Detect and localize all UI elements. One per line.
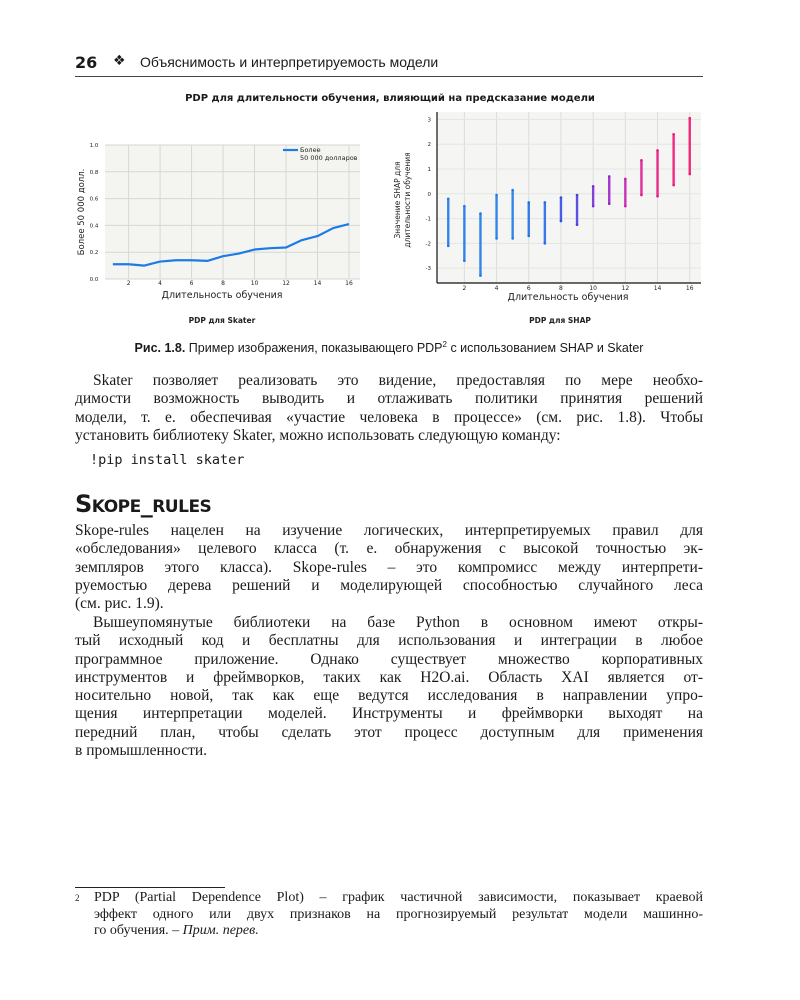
- footnote-rule: [75, 887, 225, 888]
- shap-point-column: [624, 179, 626, 206]
- shap-point-column: [544, 202, 546, 243]
- figure-title: PDP для длительности обучения, влияющий на предсказание модели: [185, 93, 595, 104]
- y-tick-label: 0: [427, 191, 431, 198]
- x-tick-label: 12: [282, 280, 290, 287]
- shap-point-column: [528, 202, 530, 235]
- shap-point-column: [560, 198, 562, 222]
- x-axis-label: Длительность обучения: [507, 292, 629, 303]
- caption-label: Рис. 1.8.: [134, 341, 186, 356]
- footnote-line: [94, 890, 703, 907]
- shap-point: [592, 185, 595, 188]
- figure-caption: [75, 340, 703, 355]
- footnote-text: го обучения. –: [94, 923, 183, 938]
- plot-area: [105, 145, 360, 279]
- shap-point-column: [689, 118, 691, 174]
- x-tick-label: 16: [685, 285, 694, 292]
- text-line: димости возможность выводить и отлаживать политики принятия решений: [75, 390, 703, 408]
- shap-point: [544, 242, 547, 245]
- shap-point: [624, 205, 627, 208]
- shap-point: [576, 194, 579, 197]
- shap-point: [527, 201, 530, 204]
- footnote-text: PDP (Partial Dependence Plot) – график частичной зависимости, показывает краевой: [94, 890, 703, 905]
- code-command: !pip install skater: [90, 452, 245, 468]
- y-tick-label: 0.6: [89, 196, 99, 203]
- shap-point: [463, 259, 466, 262]
- x-tick-label: 6: [189, 280, 194, 287]
- x-tick-label: 6: [526, 285, 531, 292]
- shap-point-column: [576, 195, 578, 225]
- shap-point: [479, 274, 482, 277]
- shap-point-column: [495, 195, 497, 238]
- paragraph-skope-rules: [75, 522, 703, 613]
- shap-point: [495, 194, 498, 197]
- chart-subtitle: PDP для SHAP: [529, 316, 591, 325]
- x-tick-label: 8: [559, 285, 563, 292]
- y-tick-label: 1: [427, 167, 431, 173]
- x-tick-label: 4: [158, 280, 163, 287]
- text-line: «обследования» целевого класса (т. е. обнаружения с высокой точностью эк-: [75, 540, 703, 558]
- section-heading: Skope_rules: [75, 490, 212, 518]
- shap-point: [672, 133, 675, 136]
- y-tick-label: 0.0: [89, 277, 99, 283]
- shap-point-column: [511, 190, 513, 238]
- text-line: программное приложение. Однако существует множество корпоративных: [75, 650, 703, 668]
- y-axis-label: длительности обучения: [403, 152, 412, 248]
- running-header-title: Объяснимость и интерпретируемость модели: [140, 54, 439, 70]
- y-tick-label: 0.2: [89, 250, 99, 257]
- text-line: в промышленности.: [75, 742, 208, 760]
- chart-subtitle: PDP для Skater: [188, 316, 256, 325]
- text-line: инструментов и фреймворков, таких как H2O.ai. Область XAI является от-: [75, 668, 703, 686]
- text-line: Skater позволяет реализовать это видение, предоставляя по мере необхо-: [93, 372, 703, 389]
- x-axis-label: Длительность обучения: [161, 290, 283, 301]
- text-line: руемостью дерева решений и моделирующей способностью случайного леса: [75, 576, 703, 594]
- shap-point: [576, 223, 579, 226]
- shap-point-column: [479, 214, 481, 276]
- y-tick-label: 0.4: [89, 223, 99, 230]
- shap-point-column: [656, 150, 658, 196]
- x-tick-label: 12: [621, 285, 630, 292]
- footnote: [94, 890, 703, 940]
- shap-point-column: [672, 134, 674, 185]
- shap-point: [447, 245, 450, 248]
- shap-point: [688, 117, 691, 120]
- x-tick-label: 10: [250, 280, 259, 287]
- footnote-text: эффект одного или двух признаков на прогнозируемый результат модели машинно-: [94, 906, 703, 922]
- text-line: установить библиотеку Skater, можно использовать следующую команду:: [75, 426, 561, 444]
- shap-point: [560, 220, 563, 223]
- x-tick-label: 8: [221, 280, 225, 287]
- paragraph-libraries: [75, 614, 703, 760]
- shap-point-column: [640, 160, 642, 195]
- shap-point: [463, 205, 466, 208]
- legend-label: 50 000 долларов: [300, 154, 358, 162]
- footnote-mark: 2: [75, 893, 80, 903]
- text-line: Вышеупомянутые библиотеки на базе Python в основном имеют откры-: [93, 614, 703, 631]
- text-line: Skope-rules нацелен на изучение логических, интерпретируемых правил для: [75, 522, 703, 539]
- shap-point: [656, 149, 659, 152]
- ornament-icon: ❖: [113, 53, 126, 69]
- shap-point: [608, 175, 611, 178]
- text-line: земпляров этого класса). Skope-rules – это компромисс между интерпрети-: [75, 558, 703, 576]
- shap-point: [511, 189, 514, 192]
- shap-point: [495, 237, 498, 240]
- caption-footnote-ref: 2: [442, 340, 447, 349]
- shap-point-column: [592, 186, 594, 206]
- shap-point: [544, 201, 547, 204]
- x-tick-label: 16: [345, 280, 353, 287]
- shap-point: [624, 178, 627, 181]
- footnote-note: Прим. перев.: [182, 923, 259, 938]
- text-line: носительно новой, так как еще ведутся исследования в направлении упро-: [75, 687, 703, 705]
- shap-point: [560, 196, 563, 199]
- footnote-line: [94, 907, 703, 924]
- shap-point: [592, 205, 595, 208]
- text-line: тый исходный код и бесплатны для использования и интеграции в любое: [75, 632, 703, 650]
- shap-point: [688, 173, 691, 176]
- x-tick-label: 2: [126, 280, 131, 287]
- legend-label: Более: [300, 146, 321, 154]
- y-tick-label: -3: [425, 266, 431, 273]
- y-axis-label: Более 50 000 долл.: [77, 168, 87, 256]
- shap-point: [479, 212, 482, 215]
- shap-point-column: [447, 199, 449, 246]
- x-tick-label: 14: [653, 285, 662, 292]
- x-tick-label: 14: [313, 280, 322, 287]
- x-tick-label: 2: [462, 285, 467, 292]
- shap-point: [672, 184, 675, 187]
- shap-point: [608, 202, 611, 205]
- text-line: (см. рис. 1.9).: [75, 595, 164, 613]
- y-tick-label: 3: [427, 117, 431, 124]
- y-tick-label: 1.0: [89, 143, 99, 149]
- shap-point: [527, 235, 530, 238]
- y-tick-label: -1: [425, 216, 431, 223]
- text-line: щения интерпретации моделей. Инструменты и фреймворки выходят на: [75, 705, 703, 723]
- paragraph-skater: [75, 372, 703, 445]
- x-tick-label: 4: [494, 285, 499, 292]
- shap-point-column: [608, 176, 610, 203]
- shap-point: [511, 237, 514, 240]
- shap-point: [656, 195, 659, 198]
- page-number: 26: [75, 53, 98, 72]
- shap-point: [447, 197, 450, 200]
- shap-point: [640, 159, 643, 162]
- footnote-line: [94, 923, 703, 940]
- shap-point: [640, 194, 643, 197]
- text-line: модели, т. е. обеспечивая «участие человека в процессе» (см. рис. 1.8). Чтобы: [75, 408, 703, 426]
- x-tick-label: 10: [589, 285, 597, 292]
- figure-charts: [0, 0, 800, 335]
- y-tick-label: -2: [425, 241, 431, 248]
- text-line: передний план, чтобы сделать этот процесс доступным для применения: [75, 723, 703, 741]
- caption-tail: с использованием SHAP и Skater: [446, 341, 644, 356]
- shap-point-column: [463, 206, 465, 261]
- y-axis-label: Значение SHAP для: [393, 161, 402, 239]
- y-tick-label: 2: [427, 142, 431, 149]
- y-tick-label: 0.8: [89, 169, 99, 176]
- caption-text: Пример изображения, показывающего PDP: [185, 341, 443, 356]
- plot-area: [437, 112, 701, 283]
